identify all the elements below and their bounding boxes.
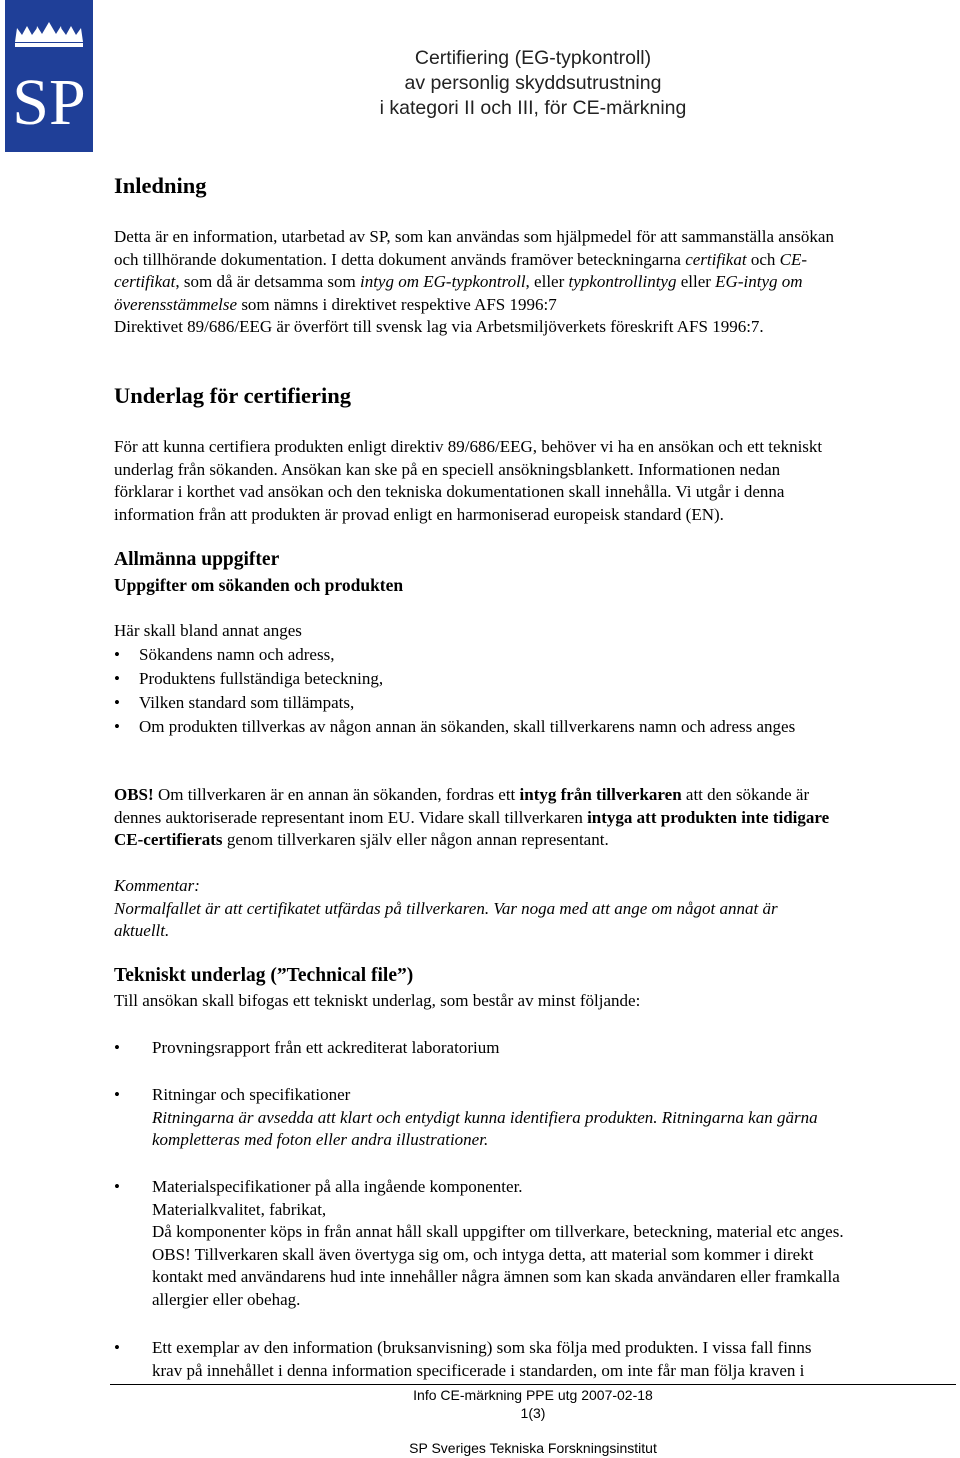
logo-text: SP [12,66,86,139]
kommentar-line: aktuellt. [114,921,170,941]
kommentar-label: Kommentar: [114,876,200,895]
kommentar-line: Normalfallet är att certifikatet utfärdas på tillverkaren. Var noga med att ange om något annat är [114,898,778,918]
heading-inledning: Inledning [114,173,207,198]
bullet-icon: • [114,1085,120,1104]
intro-line-2: och tillhörande dokumentation. I detta dokument används framöver beteckningarna certifikat och CE- [114,249,808,269]
intro-line-3: certifikat, som då är detsamma som intyg om EG-typkontroll, eller typkontrollintyg eller EG-intyg om [114,272,803,292]
bullet-icon: • [114,693,120,712]
bullet-icon: • [114,717,120,736]
footer-page-number: 1(3) [520,1405,546,1421]
intro-line-4: överensstämmelse som nämns i direktivet respektive AFS 1996:7 [114,294,557,314]
intro-line-5: Direktivet 89/686/EEG är överfört till svensk lag via Arbetsmiljöverkets föreskrift AFS 1996:7. [114,317,764,337]
intro-line-1: Detta är en information, utarbetad av SP, som kan användas som hjälpmedel för att sammanställa ansökan [114,227,834,246]
footer-doc-info: Info CE-märkning PPE utg 2007-02-18 [413,1387,653,1403]
underlag-line: underlag från sökanden. Ansökan kan ske på en speciell ansökningsblankett. Informationen nedan [114,459,781,479]
tekniskt-intro: Till ansökan skall bifogas ett tekniskt underlag, som består av minst följande: [114,991,641,1010]
kommentar [114,875,956,943]
intro-paragraph [114,226,956,339]
underlag-line: information från att produkten är provad enligt en harmoniserad europeisk standard (EN). [114,504,724,524]
bullet-icon: • [114,669,120,688]
title-line-2: av personlig skyddsutrustning [404,72,662,94]
footer-divider [110,1384,956,1385]
heading-tekniskt: Tekniskt underlag (”Technical file”) [114,965,414,986]
title-line-1: Certifiering (EG-typkontroll) [414,47,652,69]
bullet-icon: • [114,1177,120,1196]
underlag-line: förklarar i korthet vad ansökan och den tekniska dokumentationen skall innehålla. Vi utgår i denna [114,482,785,502]
title-line-3: i kategori II och III, för CE-märkning [379,97,687,119]
underlag-line: För att kunna certifiera produkten enligt direktiv 89/686/EEG, behöver vi ha en ansökan och ett tekniskt [114,437,823,456]
bullet-icon: • [114,645,120,664]
crown-logo-icon [5,0,93,152]
underlag-paragraph [114,436,956,526]
footer-organization: SP Sveriges Tekniska Forskningsinstitut [409,1440,657,1456]
bullet-icon: • [114,1038,120,1057]
document-title [300,46,766,121]
heading-allmanna: Allmänna uppgifter [114,549,280,570]
heading-underlag: Underlag för certifiering [114,383,352,408]
sp-logo [5,0,93,152]
bullet-icon: • [114,1338,120,1357]
subheading-sokanden: Uppgifter om sökanden och produkten [114,575,404,595]
obs-paragraph: OBS! Om tillverkaren är en annan än sökanden, fordras ett intyg från tillverkaren att den sökande är dennes auktoriserade representant inom EU. Vidare skall tillverkaren intyga att produkten inte tidigare CE-certifierats genom tillverkaren själv eller någon annan representant. [114,785,830,850]
allmanna-intro: Här skall bland annat anges [114,621,302,640]
